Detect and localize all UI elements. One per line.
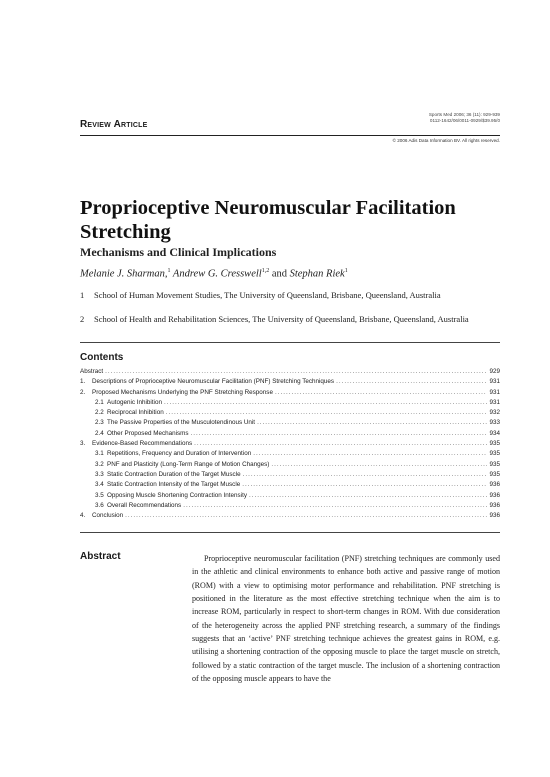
- toc-entry-page: 932: [489, 409, 500, 417]
- toc-entry[interactable]: [80, 378, 500, 388]
- affiliation-number: 1: [80, 290, 85, 300]
- toc-entry-number: 2.: [80, 388, 86, 396]
- toc-entry-label: Static Contraction Intensity of the Target Muscle: [107, 481, 241, 489]
- journal-citation-line: Sports Med 2006; 36 (11): 929-939: [428, 112, 500, 117]
- toc-entry[interactable]: [80, 512, 500, 522]
- toc-leader-dots: [191, 430, 488, 437]
- toc-entry-page: 929: [489, 368, 500, 375]
- toc-entry-label: Reciprocal Inhibition: [107, 409, 164, 417]
- toc-entry-label: Other Proposed Mechanisms: [107, 429, 189, 437]
- toc-entry-page: 935: [489, 470, 500, 478]
- toc-entry-page: 935: [489, 450, 500, 458]
- toc-entry[interactable]: [80, 389, 500, 399]
- toc-entry[interactable]: [80, 399, 500, 409]
- toc-entry-label: Repetitions, Frequency and Duration of Intervention: [107, 450, 252, 458]
- toc-entry-page: 931: [489, 388, 500, 396]
- author-name: Andrew G. Cresswell: [172, 268, 262, 280]
- toc-entry-label: Overall Recommendations: [107, 501, 182, 509]
- toc-entry-number: 2.2: [95, 409, 104, 417]
- toc-entry-label: Conclusion: [92, 512, 124, 520]
- toc-entry-label: Static Contraction Duration of the Target Muscle: [107, 470, 241, 478]
- toc-entry-label: Opposing Muscle Shortening Contraction Intensity: [107, 491, 248, 499]
- toc-entry-page: 933: [489, 419, 500, 427]
- toc-leader-dots: [166, 409, 488, 416]
- section-divider: [80, 532, 500, 533]
- affiliation-text: School of Health and Rehabilitation Sciences, The University of Queensland, Brisbane, Queensland, Australia: [94, 314, 469, 324]
- toc-leader-dots: [275, 389, 488, 396]
- toc-entry-label: PNF and Plasticity (Long-Term Range of Motion Changes): [107, 460, 270, 468]
- toc-entry[interactable]: [80, 440, 500, 450]
- toc-entry-number: 2.1: [95, 398, 104, 406]
- toc-leader-dots: [336, 378, 487, 385]
- toc-entry-page: 936: [489, 512, 500, 520]
- toc-entry-number: 3.2: [95, 460, 104, 468]
- toc-entry-number: 3.5: [95, 491, 104, 499]
- author-name: Stephan Riek: [289, 268, 345, 280]
- toc-entry-number: 4.: [80, 512, 86, 520]
- toc-entry[interactable]: [80, 481, 500, 491]
- toc-entry-number: 3.4: [95, 481, 104, 489]
- affiliation-item: [80, 290, 500, 301]
- affiliation-item: [80, 314, 500, 325]
- copyright-notice: © 2006 Adis Data Information BV. All rights reserved.: [392, 138, 500, 143]
- toc-entry-page: 936: [489, 501, 500, 509]
- header-divider: [80, 135, 500, 136]
- table-of-contents: [80, 368, 500, 522]
- toc-entry-label: The Passive Properties of the Musculotendinous Unit: [107, 419, 256, 427]
- toc-entry-page: 931: [489, 378, 500, 386]
- section-divider: [80, 342, 500, 343]
- article-type-label: Review Article: [80, 119, 148, 130]
- toc-entry-label: Proposed Mechanisms Underlying the PNF Stretching Response: [92, 388, 273, 396]
- toc-entry-page: 931: [489, 398, 500, 406]
- toc-leader-dots: [243, 471, 488, 478]
- author-name: Melanie J. Sharman,: [80, 268, 168, 280]
- toc-leader-dots: [183, 502, 487, 509]
- toc-leader-dots: [257, 419, 487, 426]
- toc-entry-number: 2.4: [95, 429, 104, 437]
- abstract-heading: Abstract: [80, 551, 121, 562]
- toc-entry[interactable]: [80, 461, 500, 471]
- toc-leader-dots: [249, 492, 487, 499]
- journal-citation: [429, 112, 500, 124]
- affiliation-text: School of Human Movement Studies, The University of Queensland, Brisbane, Queensland, Australia: [94, 290, 441, 300]
- toc-entry[interactable]: [80, 502, 500, 512]
- author-list: [80, 268, 348, 280]
- toc-leader-dots: [164, 399, 488, 406]
- toc-entry-page: 936: [489, 481, 500, 489]
- toc-entry-number: 3.6: [95, 501, 104, 509]
- affiliation-number: 2: [80, 314, 85, 324]
- toc-entry-page: 936: [489, 491, 500, 499]
- toc-leader-dots: [271, 461, 487, 468]
- toc-entry-label: Abstract: [80, 368, 104, 375]
- toc-entry[interactable]: [80, 368, 500, 378]
- toc-entry[interactable]: [80, 419, 500, 429]
- article-subtitle: Mechanisms and Clinical Implications: [80, 245, 277, 259]
- author-affiliation-mark: 1: [344, 268, 348, 274]
- toc-entry-number: 2.3: [95, 419, 104, 427]
- author-affiliation-mark: 1: [167, 268, 171, 274]
- abstract-text: Proprioceptive neuromuscular facilitation (PNF) stretching techniques are commonly used in the athletic and clinical environments to enhance both active and passive range of motion (ROM) with a view to optimising motor performance and rehabilitation. PNF stretching is positioned in the literature as the most effective stretching technique when the aim is to increase ROM, particularly in respect to short-term changes in ROM. With due consideration of the heterogeneity across the applied PNF stretching research, a summary of the findings suggests that an ‘active’ PNF stretching technique achieves the greatest gains in ROM, e.g. utilising a shortening contraction of the opposing muscle to place the target muscle on stretch, followed by a static contraction of the target muscle. The inclusion of a shortening contraction of the opposing muscle appears to have the: [192, 554, 500, 684]
- toc-leader-dots: [253, 450, 487, 457]
- toc-entry-number: 3.3: [95, 470, 104, 478]
- toc-leader-dots: [125, 512, 487, 519]
- contents-heading: Contents: [80, 352, 124, 363]
- toc-entry-number: 3.1: [95, 450, 104, 458]
- toc-entry-label: Autogenic Inhibition: [107, 398, 162, 406]
- toc-leader-dots: [242, 481, 487, 488]
- toc-entry-page: 934: [489, 429, 500, 437]
- toc-entry[interactable]: [80, 430, 500, 440]
- toc-entry-page: 935: [489, 440, 500, 448]
- toc-entry-number: 3.: [80, 440, 86, 448]
- author-affiliation-mark: 1,2: [261, 268, 270, 274]
- toc-leader-dots: [105, 368, 487, 375]
- toc-entry[interactable]: [80, 492, 500, 502]
- toc-entry[interactable]: [80, 450, 500, 460]
- article-title: Proprioceptive Neuromuscular Facilitation Stretching: [80, 197, 456, 243]
- toc-entry-number: 1.: [80, 378, 86, 386]
- toc-leader-dots: [194, 440, 487, 447]
- toc-entry[interactable]: [80, 409, 500, 419]
- toc-entry[interactable]: [80, 471, 500, 481]
- toc-entry-label: Descriptions of Proprioceptive Neuromuscular Facilitation (PNF) Stretching Techniques: [92, 378, 335, 386]
- toc-entry-label: Evidence-Based Recommendations: [92, 440, 193, 448]
- toc-entry-page: 935: [489, 460, 500, 468]
- journal-issn-line: 0112-1642/06/0011-0929/$39.95/0: [429, 118, 500, 123]
- author-conjunction: and: [271, 268, 287, 280]
